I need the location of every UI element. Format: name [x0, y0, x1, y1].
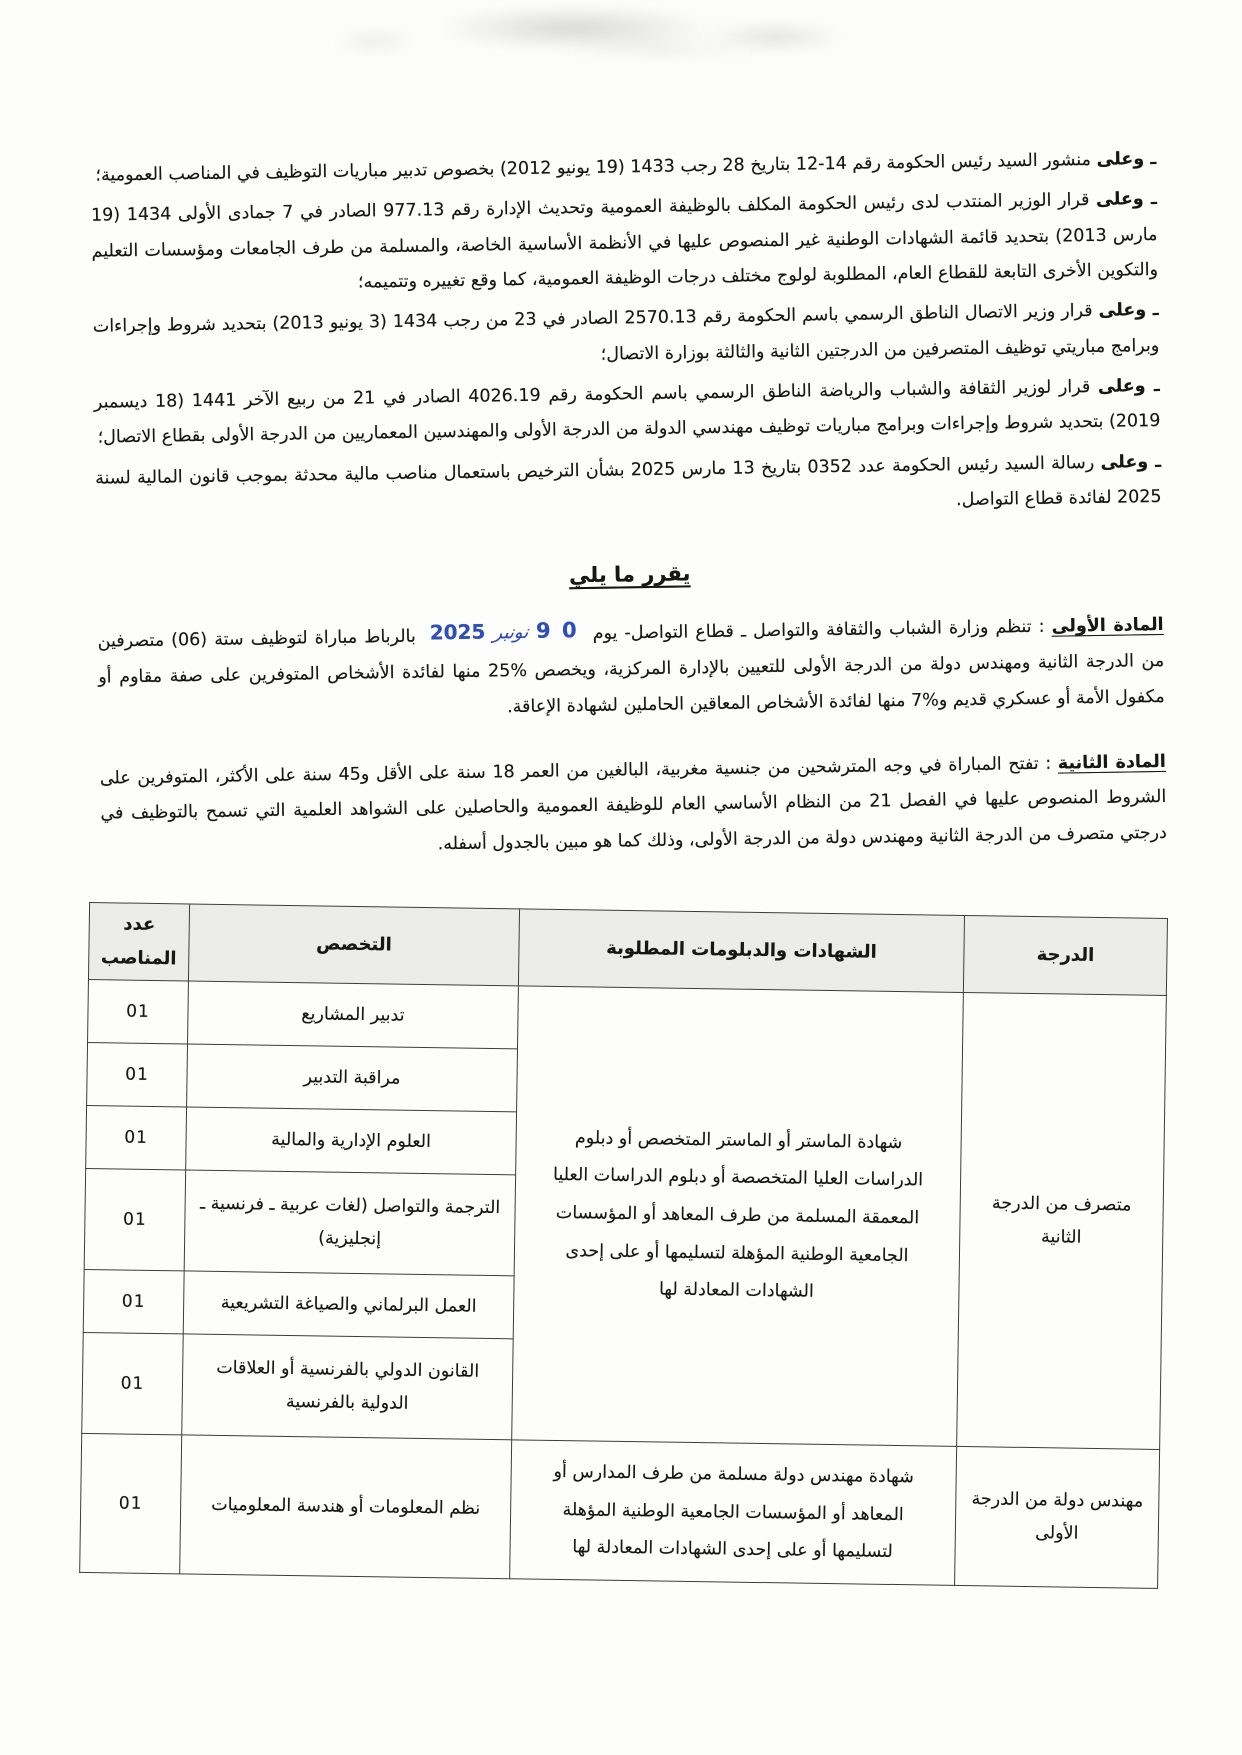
decree-heading: يقرر ما يلي	[568, 561, 691, 588]
article-2	[100, 745, 1168, 868]
article-2-separator: :	[1038, 753, 1058, 774]
positions-table-container	[80, 902, 1168, 1589]
header-diplomas: الشهادات والدبلومات المطلوبة	[518, 909, 964, 993]
scan-smudge	[430, 6, 720, 50]
cell-count: 01	[88, 980, 189, 1044]
cell-specialty: تدبير المشاريع	[188, 981, 519, 1049]
header-positions: عدد المناصب	[88, 903, 189, 982]
article-1-separator: :	[1031, 616, 1052, 637]
cell-count: 01	[83, 1270, 184, 1334]
preamble-lead: ـ وعلى	[1100, 451, 1162, 473]
scan-smudge	[700, 22, 850, 52]
cell-diplomas-engineer: شهادة مهندس دولة مسلمة من طرف المدارس أو المعاهد أو المؤسسات الجامعية الوطنية المؤهلة لتسليمها أو على إحدى الشهادات المعادلة لها	[510, 1440, 957, 1586]
table-row	[80, 1434, 1160, 1589]
header-specialty: التخصص	[188, 904, 519, 986]
stamp-month: نونبر	[492, 621, 530, 644]
cell-grade-engineer: مهندس دولة من الدرجة الأولى	[955, 1447, 1160, 1589]
positions-table	[79, 902, 1168, 1589]
preamble-paragraph	[95, 445, 1162, 532]
stamp-year: 2025	[429, 619, 486, 645]
preamble-lead: ـ وعلى	[1097, 376, 1160, 398]
article-1-text-before: تنظم وزارة الشباب والثقافة والتواصل ـ قطاع التواصل- يوم	[592, 616, 1032, 644]
scan-smudge	[330, 30, 420, 52]
cell-specialty: مراقبة التدبير	[187, 1044, 518, 1112]
stamp-day: 0 9	[535, 617, 579, 643]
cell-count: 01	[82, 1333, 183, 1435]
header-grade: الدرجة	[963, 915, 1167, 995]
preamble-paragraph	[91, 182, 1159, 305]
preamble-lead: ـ وعلى	[1098, 300, 1159, 322]
cell-count: 01	[80, 1434, 182, 1574]
cell-specialty: الترجمة والتواصل (لغات عربية ـ فرنسية ـ إنجليزية)	[184, 1170, 515, 1276]
article-1	[97, 602, 1165, 732]
cell-specialty: العمل البرلماني والصياغة التشريعية	[183, 1271, 514, 1339]
preamble-text: منشور السيد رئيس الحكومة رقم 14-12 بتاريخ 28 رجب 1433 (19 يونيو 2012) بخصوص تدبير مباريات التوظيف في المناصب العمومية؛	[95, 150, 1092, 186]
document-body-text	[90, 142, 1167, 873]
cell-count: 01	[87, 1043, 188, 1107]
preamble-lead: ـ وعلى	[1095, 189, 1158, 211]
article-2-label: المادة الثانية	[1057, 751, 1166, 774]
cell-specialty: العلوم الإدارية والمالية	[186, 1107, 517, 1175]
preamble-text: قرار لوزير الثقافة والشباب والرياضة الناطق الرسمي باسم الحكومة رقم 4026.19 الصادر في 21 من ربيع الآخر 1441 (18 ديسمبر 2019) بتحديد شروط وإجراءات وبرامج مباريات توظيف مهندسي الدولة من الدرجة الأولى والمهندسين المعماريين من الدرجة الأولى بقطاع الاتصال؛	[93, 377, 1161, 449]
cell-diplomas-administrator: شهادة الماستر أو الماستر المتخصص أو دبلوم الدراسات العليا المتخصصة أو دبلوم الدراسات العليا المعمقة المسلمة من طرف المعاهد أو المؤسسات الجامعية الوطنية المؤهلة لتسليمها أو على إحدى الشهادات المعادلة لها	[512, 986, 964, 1447]
preamble-lead: ـ وعلى	[1096, 148, 1157, 170]
scan-smudge	[560, 40, 760, 58]
preamble-text: قرار الوزير المنتدب لدى رئيس الحكومة المكلف بالوظيفة العمومية وتحديث الإدارة رقم 977.13 الصادر في 7 جمادى الأولى 1434 (19 مارس 2013) بتحديد قائمة الشهادات الوطنية غير المنصوص عليها في الأنظمة الأساسية الخاصة، والمسلمة من طرف الجامعات ومؤسسات التعليم والتكوين الأخرى التابعة للقطاع العام، المطلوبة لولوج مختلف درجات الوظيفة العمومية، كما وقع تغييره وتتميمه؛	[90, 190, 1159, 293]
preamble-text: قرار وزير الاتصال الناطق الرسمي باسم الحكومة رقم 2570.13 الصادر في 23 من رجب 1434 (3 يونيو 2013) بتحديد شروط وإجراءات وبرامج مباريتي توظيف المتصرفين من الدرجتين الثانية والثالثة بوزارة الاتصال؛	[92, 301, 1160, 365]
cell-specialty: نظم المعلومات أو هندسة المعلوميات	[180, 1435, 512, 1579]
article-1-label: المادة الأولى	[1051, 614, 1164, 637]
preamble-text: رسالة السيد رئيس الحكومة عدد 0352 بتاريخ 13 مارس 2025 بشأن الترخيص باستعمال مناصب مالية محدثة بموجب قانون المالية لسنة 2025 لفائدة قطاع التواصل.	[94, 452, 1162, 511]
preamble-paragraph	[94, 369, 1161, 456]
article-2-text: تفتح المباراة في وجه المترشحين من جنسية مغربية، البالغين من العمر 18 سنة على الأقل و45 سنة على الأكثر، المتوفرين على الشروط المنصوص عليها في الفصل 21 من النظام الأساسي العام للوظيفة العمومية والحاصلين على الشواهد العلمية التي تسمح بالتوظيف في درجتي متصرف من الدرجة الثانية ومهندس دولة من الدرجة الأولى، وذلك كما هو مبين بالجدول أسفله.	[99, 753, 1168, 854]
cell-count: 01	[86, 1106, 187, 1170]
cell-count: 01	[84, 1169, 185, 1271]
cell-grade-administrator: متصرف من الدرجة الثانية	[957, 993, 1167, 1450]
article-1-text-after: بالرباط مباراة لتوظيف ستة (06) متصرفين من الدرجة الثانية ومهندس دولة من الدرجة الأولى للتعيين بالإدارة المركزية، ويخصص %25 منها لفائدة الأشخاص المتوفرين على صفة مقاوم أو مكفول الأمة أو عسكري قديم و%7 منها لفائدة الأشخاص المعاقين الحاملين لشهادة الإعاقة.	[97, 626, 1165, 717]
preamble-paragraph	[93, 293, 1160, 380]
cell-specialty: القانون الدولي بالفرنسية أو العلاقات الدولية بالفرنسية	[182, 1334, 513, 1440]
date-stamp	[429, 609, 579, 654]
